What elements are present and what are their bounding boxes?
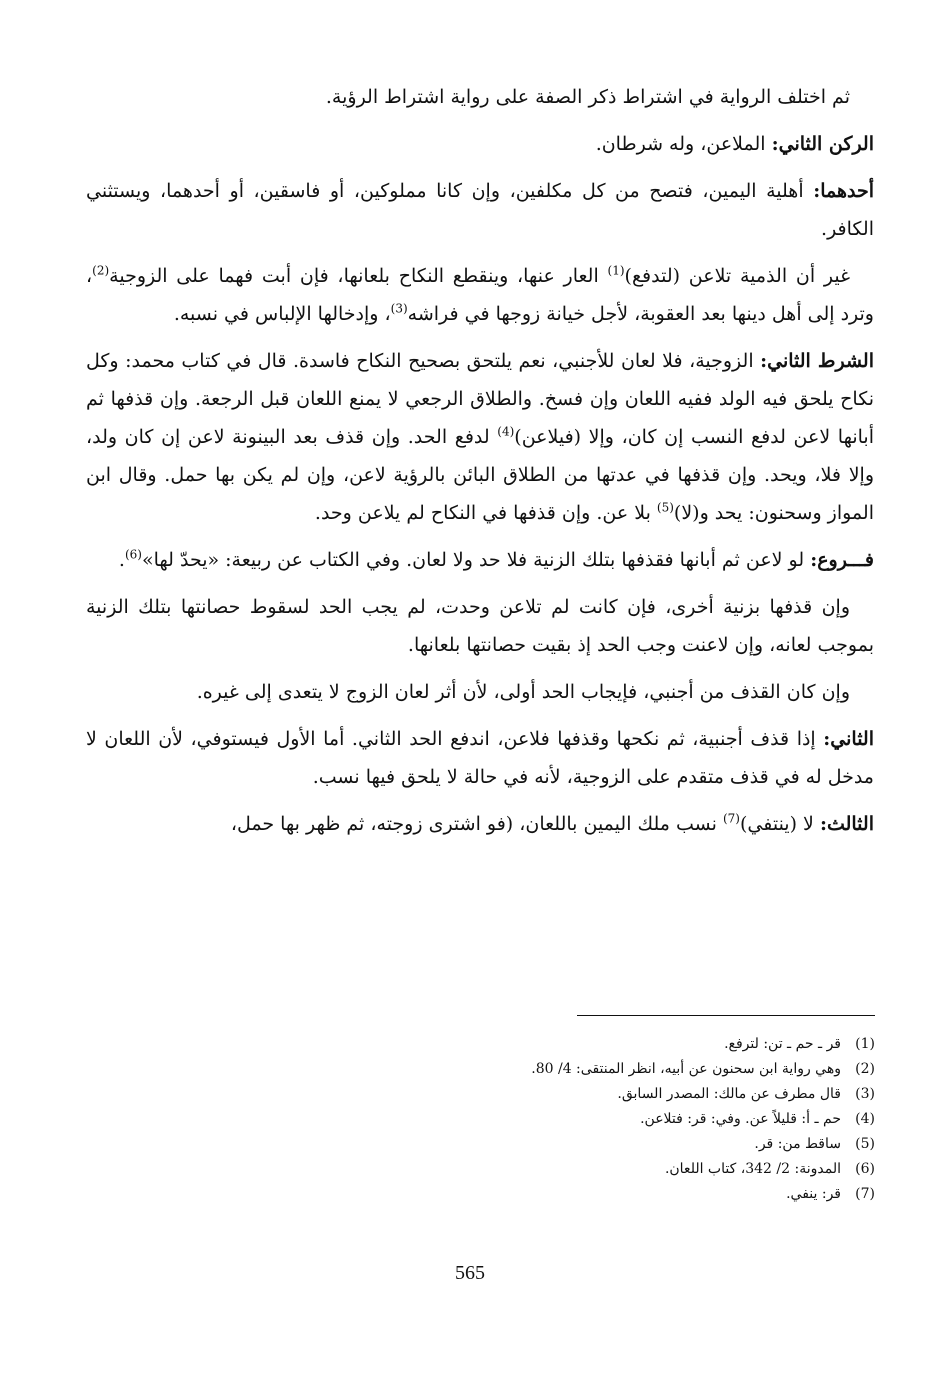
footnote — [360, 1157, 875, 1182]
section-lead: فـــروع: — [810, 549, 874, 571]
footnote — [360, 1032, 875, 1057]
footnotes — [360, 1032, 875, 1207]
section-lead: الثالث: — [819, 813, 874, 835]
footnote — [360, 1057, 875, 1082]
footnote-ref: (6) — [124, 547, 142, 562]
section-lead: الشرط الثاني: — [760, 350, 874, 372]
paragraph-text: أهلية اليمين، فتصح من كل مكلفين، وإن كانا مملوكين، أو فاسقين، أو أحدهما، ويستثني الكافر. — [86, 180, 874, 240]
paragraph-text: غير أن الذمية تلاعن (لتدفع) — [624, 265, 851, 287]
paragraph-9 — [86, 720, 874, 796]
main-text — [86, 78, 874, 852]
paragraph-10 — [86, 805, 874, 843]
footnote-number: (5) — [855, 1136, 875, 1152]
paragraph-4 — [86, 257, 874, 333]
footnote — [360, 1132, 875, 1157]
paragraph-7 — [86, 588, 874, 664]
section-lead: الركن الثاني: — [771, 133, 874, 155]
footnote-text: قر: ينفي. — [786, 1186, 841, 1202]
paragraph-text: ، وترد إلى أهل دينها بعد العقوبة، لأجل خيانة زوجها في فراشه — [86, 265, 874, 325]
page-number: 565 — [455, 1262, 485, 1284]
footnote-text: وهي رواية ابن سحنون عن أبيه، انظر المنتقى: 4/ 80. — [531, 1061, 841, 1077]
paragraph-6 — [86, 541, 874, 579]
paragraph-text: وإن كان القذف من أجنبي، فإيجاب الحد أولى، لأن أثر لعان الزوج لا يتعدى إلى غيره. — [196, 681, 850, 703]
footnote-number: (1) — [855, 1036, 875, 1052]
footnote-text: ساقط من: قر. — [754, 1136, 841, 1152]
footnote-ref: (1) — [607, 263, 625, 278]
footnote-ref: (4) — [497, 424, 515, 439]
footnote-text: قر ـ حم ـ تن: لترفع. — [724, 1036, 841, 1052]
footnote — [360, 1107, 875, 1132]
paragraph-3 — [86, 172, 874, 248]
paragraph-text: بلا عن. وإن قذفها في النكاح لم يلاعن وحد. — [314, 502, 657, 524]
paragraph-text: إذا قذف أجنبية، ثم نكحها وقذفها فلاعن، اندفع الحد الثاني. أما الأول فيستوفي، لأن اللعان لا مدخل له في قذف متقدم على الزوجية، لأنه في حالة لا يلحق فيها نسب. — [86, 728, 874, 788]
paragraph-text: لو لاعن ثم أبانها فقذفها بتلك الزنية فلا حد ولا لعان. وفي الكتاب عن ربيعة: «يحدّ لها» — [141, 549, 811, 571]
footnote-ref: (5) — [656, 500, 674, 515]
paragraph-text: الزوجية، فلا لعان للأجنبي، نعم يلتحق بصحيح النكاح فاسدة. قال في كتاب محمد: وكل نكاح يلحق فيه الولد ففيه اللعان وإن فسخ. والطلاق الرجعي لا يمنع اللعان قبل الرجعة. وإن قذفها ثم أبانها لاعن لدفع النسب إن كان، وإلا (فيلاعن) — [86, 350, 874, 448]
footnote — [360, 1182, 875, 1207]
footnote-text: قال مطرف عن مالك: المصدر السابق. — [617, 1086, 841, 1102]
footnote-text: المدونة: 2/ 342، كتاب اللعان. — [664, 1161, 841, 1177]
paragraph-text: نسب ملك اليمين باللعان، (فو اشترى زوجته، ثم ظهر بها حمل، — [230, 813, 723, 835]
footnote-separator — [577, 1015, 875, 1016]
paragraph-5 — [86, 342, 874, 532]
paragraph-text: العار عنها، وينقطع النكاح بلعانها، فإن أبت فهما على الزوجية — [109, 265, 608, 287]
footnote-number: (7) — [855, 1186, 875, 1202]
paragraph-text: ثم اختلف الرواية في اشتراط ذكر الصفة على رواية اشتراط الرؤية. — [325, 86, 850, 108]
footnote-number: (6) — [855, 1161, 875, 1177]
footnote-number: (3) — [855, 1086, 875, 1102]
footnote-text: حم ـ أ: قليلاً عن. وفي: قر: فتلاعن. — [640, 1111, 841, 1127]
footnote — [360, 1082, 875, 1107]
footnote-number: (4) — [855, 1111, 875, 1127]
paragraph-text: ، وإدخالها الإلباس في نسبه. — [173, 303, 391, 325]
footnote-number: (2) — [855, 1061, 875, 1077]
paragraph-8 — [86, 673, 874, 711]
paragraph-text: . — [118, 549, 125, 571]
paragraph-2 — [86, 125, 874, 163]
section-lead: الثاني: — [823, 728, 874, 750]
paragraph-text: لا (ينتفي) — [739, 813, 820, 835]
paragraph-text: وإن قذفها بزنية أخرى، فإن كانت لم تلاعن وحدت، لم يجب الحد لسقوط حصانتها بتلك الزنية بموجب لعانه، وإن لاعنت وجب الحد إذ بقيت حصانتها بلعانها. — [86, 596, 874, 656]
footnote-ref: (7) — [722, 811, 740, 826]
paragraph-1 — [86, 78, 874, 116]
footnote-ref: (3) — [390, 301, 408, 316]
footnote-ref: (2) — [92, 263, 110, 278]
section-lead: أحدهما: — [813, 180, 874, 202]
paragraph-text: لدفع الحد. وإن قذف بعد البينونة لاعن إن كان ولد، وإلا فلا، ويحد. وإن قذفها في عدتها من الطلاق البائن بالرؤية لاعن، وإن لم يكن بها حمل. وقال ابن المواز وسحنون: يحد و(لا) — [86, 426, 874, 524]
paragraph-text: الملاعن، وله شرطان. — [595, 133, 772, 155]
